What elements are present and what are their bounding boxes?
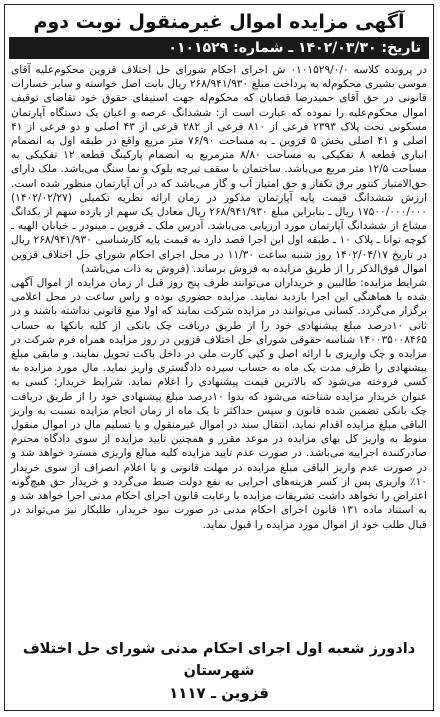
signature-line-1: دادورز شعبه اول اجرای احکام مدنی شورای حل اختلاف شهرستان	[22, 641, 416, 679]
auction-notice	[4, 4, 434, 711]
notice-body	[11, 63, 427, 532]
notice-title: آگهی مزایده اموال غیرمنقول نوبت دوم	[33, 11, 405, 33]
property-description-paragraph: در پرونده کلاسه ۰۱۰۱۵۲۹/۰/۰ ش اجرای احکام شورای حل اختلاف قزوین محکوم‌علیه آقای موسی بشیری محکوم‌له به پرداخت مبلغ ۲۶۸/۹۴۱/۹۳۰ ریال بابت اصل خواسته و سایر خسارات قانونی در حق آقای حمیدرضا قصابان که محکوم‌له جهت استیفای حقوق خود تقاضای توقیف اموال محکوم‌علیه را نموده که عبارت است از: ششدانگ عرصه و اعیان یک دستگاه آپارتمان مسکونی تحت پلاک ۲۳۹۳ فرعی از ۸۱۰ فرعی از ۲۸۲ فرعی از ۴۳ اصلی و دو فرعی از ۴۱ اصلی و ۴۱ اصلی بخش ۵ قزوین ـ به مساحت ۷۶/۹۰ متر مربع واقع در طبقه اول به انضمام انباری قطعه ۸ تفکیکی به مساحت ۸/۸۰ مترمربع به انضمام پارکینگ قطعه ۱۲ تفکیکی به مساحت ۱۲/۵ متر مربع می‌باشد. ساختمان با سقف تیرچه بلوک و نما سنگ می‌باشد. ملک دارای حق‌الامتیاز کنتور برق تکفاز و حق امتیاز آب و گاز می‌باشد که در آن آپارتمان منظور شده است. ارزش ششدانگ قیمت پایه آپارتمان مذکور در زمان ارائه نظریه تکمیلی (۱۴۰۲/۰۲/۲۷) ۱۷۵۰۰/۰۰۰/۰۰۰ ریال ـ بنابراین مبلغ ۲۶۸/۹۴۱/۹۳۰ ریال معادل یک سهم از یازده سهم از یکدانگ مشاع از ششدانگ آپارتمان مورد ارزیابی می‌باشد. آدرس ملک ـ قزوین ـ مینودر ـ خیابان الهیه ـ کوچه توانا ـ پلاک ۱۰ ـ طبقه اول این اجرا قصد دارد به قیمت پایه کارشناسی ۲۶۸/۹۴۱/۹۳۰ ریال در تاریخ ۱۴۰۲/۰۴/۱۷ روز شنبه ساعت ۱۱/۳۰ در محل اجرای احکام شورای حل اختلاف قزوین اموال فوق‌الذکر را از طریق مزایده به فروش برساند. (فروش به ذات می‌باشد)	[11, 64, 428, 275]
date-number-bar: تاریخ: ۱۴۰۲/۰۳/۳۰ ـ شماره: ۰۱۰۱۵۲۹	[9, 37, 429, 59]
signature-line-2: قزوین ـ ۱۱۱۷	[169, 684, 269, 702]
notice-signature	[5, 638, 433, 704]
auction-conditions-paragraph: شرایط مزایده: طالبین و خریداران می‌توانند ظرف پنج روز قبل از زمان مزایده از اموال آگهی شده با هماهنگی این اجرا بازدید نمایند. مزایده حضوری بوده و راس ساعت در محل اعلامی برگزار می‌گردد. کسانی می‌توانند در مزایده شرکت نمایند که اولا منع قانونی نداشته باشند و در ثانی ۱۰درصد مبلغ پیشنهادی خود را از طریق دریافت چک بانکی از کلیه بانکها به حساب ۱۴۰۰۳۵۰۰۸۴۶۵ شناسه حقوقی شورای حل اختلاف قزوین در روز مزایده همراه فرم شرکت در مزایده و چک واریزی با ارائه اصل و کپی کارت ملی در داخل پاکت تحویل نمایند. و مابقی مبلغ پیشنهادی را ظرف مدت یک ماه به حساب سپرده دادگستری واریز نماید. مال مورد مزایده به کسی فروخته می‌شود که بالاترین قیمت پیشنهادی را اعلام نماید. شرایط خریدار: کسی به عنوان خریدار مزایده شناخته می‌شود که بدوا ۱۰درصد مبلغ پیشنهادی خود را از طریق دریافت چک بانکی تضمین شده قانون و سپس حداکثر تا یک ماه از زمان انجام مزایده نسبت به واریز الباقی مبلغ مزایده اقدام نماید. انتقال سند در اموال غیرمنقول و یا تسلیم مال در اموال منقول منوط به واریز کل بهای مزایده در موعد مقرر و همچنین تایید مزایده از سوی دادگاه محترم صادرکننده اجراییه می‌باشد. در صورت عدم تایید مزایده کلیه مبالغ واریزی مسترد خواهد شد و در صورت عدم واریز الباقی مبلغ مزایده در مهلت قانونی و یا اعلام انصراف از سوی خریدار ۱۰٪ واریزی پس از کسر هزینه‌های اجرایی به نفع دولت ضبط می‌گردد و خریدار حق هیچ‌گونه اعتراض را نخواهد داشت تشریفات مزایده با رعایت قانون اجرای احکام مدنی اجرا خواهد شد و به استناد ماده ۱۳۱ قانون اجرای احکام مدنی در صورت نبود خریدار، طلبکار نیز می‌تواند در قبال طلب خود از اموال مورد مزایده را قبول نماید.	[11, 277, 428, 531]
